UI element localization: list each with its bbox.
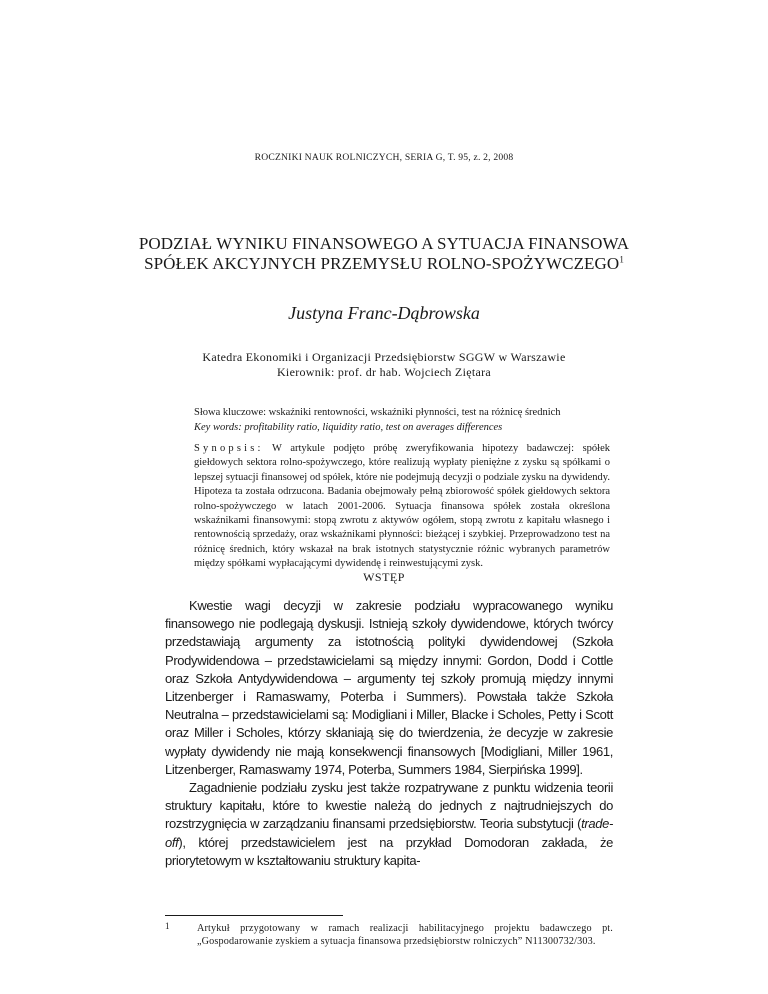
article-title-line-1: PODZIAŁ WYNIKU FINANSOWEGO A SYTUACJA FINANSOWA xyxy=(138,234,630,253)
paragraph-1: Kwestie wagi decyzji w zakresie podziału wypracowanego wyniku finansowego nie podlegają dyskusji. Istnieją szkoły dywidendowe, których twórcy przedstawiają argumenty za istotnością polityki dywidendowej (Szkoła Prodywidendowa – przedstawicielami są między innymi: Gordon, Dodd i Cottle oraz Szkoła Antydywidendowa – argumenty tej szkoły promują między innymi Litzenberger i Ramaswamy, Poterba i Summers). Powstała także Szkoła Neutralna – przedstawicielami są: Modigliani i Miller, Blacke i Scholes, Petty i Scott oraz Miller i Scholes, którzy skłaniają się do twierdzenia, że decyzje w zakresie wypłaty dywidendy nie mają konsekwencji finansowych [Modigliani, Miller 1961, Litzenberger, Ramaswamy 1974, Poterba, Summers 1984, Sierpińska 1999]. xyxy=(165,598,613,777)
paragraph-2 xyxy=(165,779,613,870)
section-heading: WSTĘP xyxy=(363,570,405,584)
author-name: Justyna Franc-Dąbrowska xyxy=(288,303,480,323)
body-text xyxy=(165,597,613,870)
article-title xyxy=(100,234,668,274)
paragraph-2-part-1: Zagadnienie podziału zysku jest także rozpatrywane z punktu widzenia teorii struktury kapitału, które to kwestie należą do jednych z najtrudniejszych do rozstrzygnięcia w zarządzaniu finansami przedsiębiorstw. Teoria substytucji ( xyxy=(165,780,613,832)
footnote-text: Artykuł przygotowany w ramach realizacji habilitacyjnego projektu badawczego pt. „Gospodarowanie zyskiem a sytuacja finansowa przedsiębiorstw rolniczych” N11300732/303. xyxy=(197,923,613,947)
footnote-mark: 1 xyxy=(165,921,170,931)
title-footnote-mark: 1 xyxy=(619,254,624,265)
paragraph-2-term: trade-off xyxy=(165,816,613,850)
synopsis-text: W artykule podjęto próbę zweryfikowania hipotezy badawczej: spółek giełdowych sektora rolno-spożywczego, które realizują wypłaty pieniężne z zysku są spółkami o lepszej sytuacji finansowej od spółek, które nie podejmują decyzji o podziale zysku na dywidendy. Hipoteza ta została odrzucona. Badania obejmowały pełną zbiorowość spółek giełdowych sektora rolno-spożywczego w latach 2001-2006. Sytuacja finansowa spółek została określona wskaźnikami finansowymi: stopą zwrotu z aktywów ogółem, stopą zwrotu z kapitału własnego i rentownością sprzedaży, oraz wskaźnikami płynności: bieżącej i szybkiej. Przeprowadzono test na różnicę średnich, który wskazał na brak istotnych statystycznie różnic wybranych parametrów między spółkami wypłacającymi dywidendę i reinwestującymi zysk. xyxy=(194,443,611,570)
paragraph-2-part-2: ), której przedstawicielem jest na przykład Domodoran zakłada, że priorytetowym w kształtowaniu struktury kapita- xyxy=(165,834,613,868)
footnote-divider xyxy=(165,915,343,916)
synopsis-label: Synopsis: xyxy=(194,443,264,454)
affiliation xyxy=(0,350,768,380)
keywords-english: Key words: profitability ratio, liquidity ratio, test on averages differences xyxy=(194,421,503,433)
synopsis xyxy=(194,442,610,572)
footnote xyxy=(165,922,613,948)
affiliation-head: Kierownik: prof. dr hab. Wojciech Ziętara xyxy=(276,365,492,379)
running-header: ROCZNIKI NAUK ROLNICZYCH, SERIA G, T. 95, z. 2, 2008 xyxy=(254,152,514,163)
article-title-line-2 xyxy=(100,254,668,274)
affiliation-department: Katedra Ekonomiki i Organizacji Przedsiębiorstw SGGW w Warszawie xyxy=(202,350,566,364)
article-title-line-2-text: SPÓŁEK AKCYJNYCH PRZEMYSŁU ROLNO-SPOŻYWCZEGO xyxy=(144,254,620,273)
keywords-polish: Słowa kluczowe: wskaźniki rentowności, wskaźniki płynności, test na różnicę średnich xyxy=(194,407,561,418)
keywords-block xyxy=(194,406,610,435)
